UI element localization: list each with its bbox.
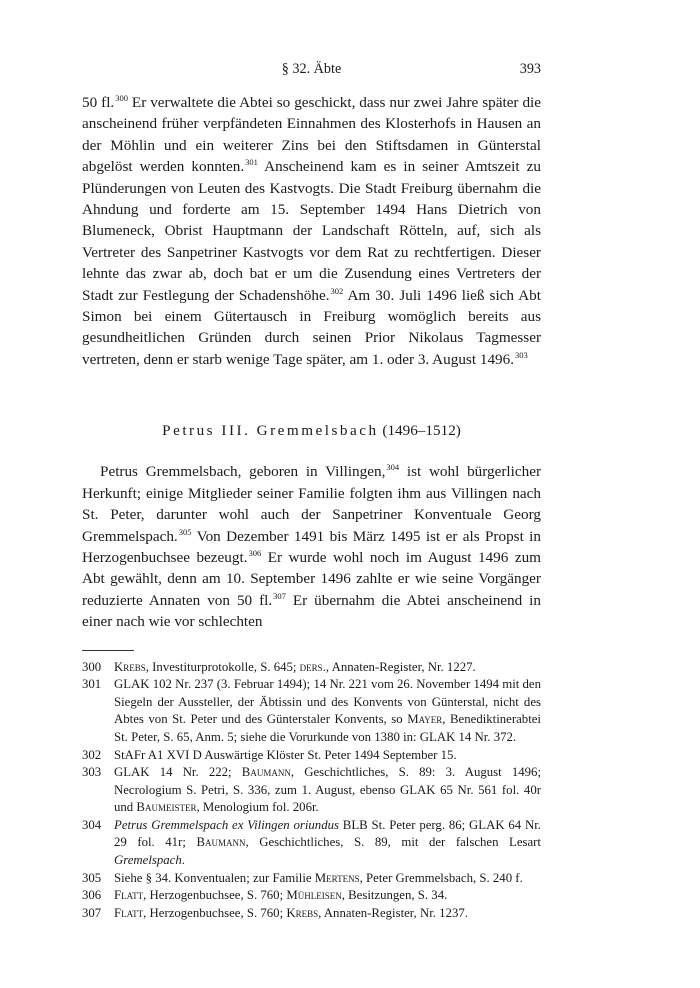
text-run: Von Dezember 1491 bis März 1495 ist er als Propst in Herzogenbuchsee bezeugt.	[82, 527, 541, 566]
footnote-ref-304[interactable]: 304	[386, 462, 400, 473]
text-run: Er übernahm die Abtei anscheinend in einer nach wie vor schlechten	[82, 591, 541, 631]
heading-years: (1496–1512)	[382, 422, 461, 440]
running-header	[82, 58, 541, 82]
text-run: Petrus Gremmelsbach, geboren in Villingen,	[100, 463, 386, 481]
footnote-305	[82, 870, 541, 888]
book-page	[82, 58, 541, 922]
footnote-306	[82, 887, 541, 905]
text-run: Er verwaltete die Abtei so geschickt, dass nur zwei Jahre später die anscheinend früher verpfändeten Einnahmen des Klosterhofs in Hausen an der Möhlin und ein weiterer Zins bei den Stiftsdamen in Günterstal abgelöst werden konnten.	[82, 94, 541, 176]
footnote-number: 305	[82, 870, 102, 885]
footnote-ref-306[interactable]: 306	[248, 547, 262, 558]
footnote-text: Petrus Gremmelspach ex Vilingen oriundus BLB St. Peter perg. 86; GLAK 64 Nr. 29 fol. 41r; Baumann, Geschichtliches, S. 89, mit der falschen Lesart Gremelspach.	[114, 817, 542, 868]
footnote-text: GLAK 102 Nr. 237 (3. Februar 1494); 14 Nr. 221 vom 26. November 1494 mit den Siegeln der Aussteller, der Äbtissin und des Konvents von Günterstal, nicht des Abtes von St. Peter und des Günterstaler Konvents, so Mayer, Benediktinerabtei St. Peter, S. 65, Anm. 5; siehe die Vorurkunde von 1380 in: GLAK 14 Nr. 372.	[114, 677, 541, 744]
text-run: ist wohl bürgerlicher Herkunft; einige Mitglieder seiner Familie folgten ihm aus Villingen nach St. Peter, darunter wohl auch der Sanpetriner Konventuale Georg Gremmelspach.	[82, 463, 542, 545]
footnote-ref-303[interactable]: 303	[515, 349, 528, 360]
text-run: 50 fl.	[82, 94, 115, 111]
footnote-separator	[82, 650, 134, 651]
footnote-text: StAFr A1 XVI D Auswärtige Klöster St. Peter 1494 September 15.	[114, 747, 457, 762]
footnote-number: 302	[82, 747, 102, 762]
footnote-302	[82, 747, 541, 765]
footnote-number: 304	[82, 817, 102, 832]
footnote-ref-302[interactable]: 302	[330, 285, 344, 296]
footnote-307	[82, 905, 541, 923]
footnote-303	[82, 764, 541, 817]
footnote-ref-300[interactable]: 300	[115, 93, 128, 103]
footnotes	[82, 659, 541, 923]
heading-abbot-name: Petrus III. Gremmelsbach	[162, 422, 379, 440]
footnote-304	[82, 817, 541, 870]
footnote-number: 300	[82, 659, 102, 674]
footnote-text: Siehe § 34. Konventualen; zur Familie Mertens, Peter Gremmelsbach, S. 240 f.	[114, 870, 523, 885]
section-heading	[82, 422, 541, 440]
footnote-number: 306	[82, 888, 102, 903]
text-run: Anscheinend kam es in seiner Amtszeit zu Plünderungen von Leuten des Kastvogts. Die Stadt Freiburg übernahm die Ahndung und forderte am 15. September 1494 Hans Dietrich von Blumeneck, Obrist Hauptmann der Landschaft Rötteln, auf, sich als Vertreter des Sanpetriner Kastvogts vor dem Rat zu rechtfertigen. Dieser lehnte das zwar ab, doch bat er um die Zusendung eines Vertreters der Stadt zur Festlegung der Schadenshöhe.	[82, 158, 541, 304]
footnote-text: Flatt, Herzogenbuchsee, S. 760; Mühleisen, Besitzungen, S. 34.	[114, 888, 448, 903]
footnote-number: 303	[82, 765, 102, 780]
footnote-301	[82, 676, 541, 746]
running-title: § 32. Äbte	[281, 61, 342, 77]
footnote-number: 307	[82, 905, 102, 920]
footnote-ref-301[interactable]: 301	[245, 157, 258, 168]
page-number: 393	[519, 61, 541, 77]
footnote-300	[82, 659, 541, 677]
footnote-ref-305[interactable]: 305	[178, 526, 192, 537]
text-run: Er wurde wohl noch im August 1496 zum Abt gewählt, denn am 10. September 1496 zahlte er wie seine Vorgänger reduzierte Annaten von 50 fl.	[82, 548, 541, 609]
paragraph-abbot-simon	[82, 92, 541, 370]
paragraph-petrus	[82, 461, 541, 632]
footnote-number: 301	[82, 677, 102, 692]
footnote-ref-307[interactable]: 307	[273, 590, 286, 601]
text-run: Am 30. Juli 1496 ließ sich Abt Simon bei einem Gütertausch in Freiburg womöglich bereits aus gesundheitlichen Gründen durch seinen Prior Nikolaus Tagmesser vertreten, denn er starb wenige Tage später, am 1. oder 3. August 1496.	[82, 286, 541, 368]
footnote-text: Flatt, Herzogenbuchsee, S. 760; Krebs, Annaten-Register, Nr. 1237.	[114, 905, 468, 920]
footnote-text: GLAK 14 Nr. 222; Baumann, Geschichtliches, S. 89: 3. August 1496; Necrologium S. Petri, S. 336, zum 1. August, ebenso GLAK 65 Nr. 561 fol. 40r und Baumeister, Menologium fol. 206r.	[114, 765, 541, 815]
footnote-text: Krebs, Investiturprotokolle, S. 645; ders., Annaten-Register, Nr. 1227.	[114, 659, 476, 674]
